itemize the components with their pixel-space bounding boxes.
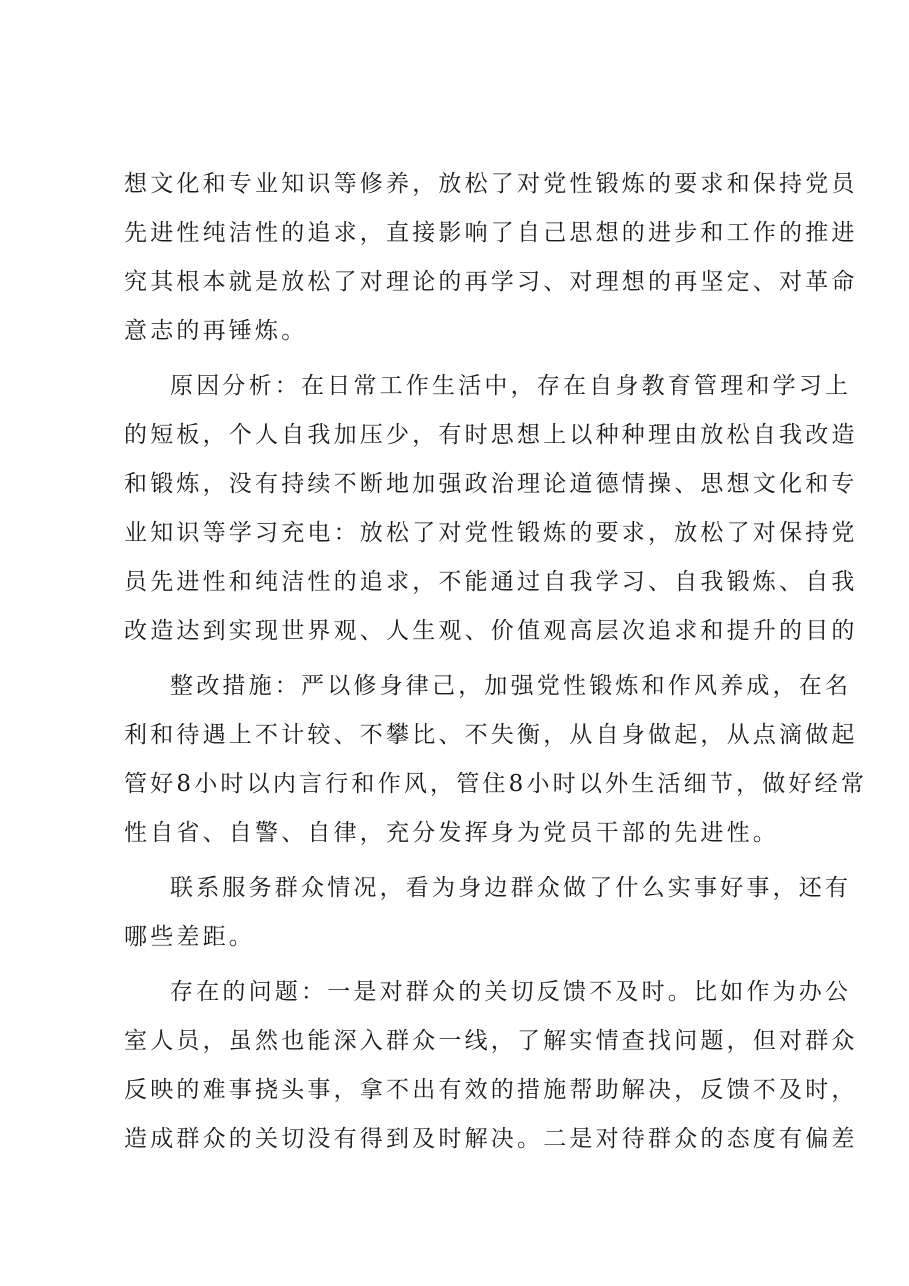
paragraph-2-line-6: 改造达到实现世界观、人生观、价值观高层次追求和提升的目的 <box>124 618 858 644</box>
paragraph-3-line-3: 管好8小时以内言行和作风，管住8小时以外生活细节，做好经常 <box>124 771 868 797</box>
paragraph-2-line-1: 原因分析：在日常工作生活中，存在自身教育管理和学习上 <box>170 373 852 399</box>
paragraph-4-line-1: 联系服务群众情况，看为身边群众做了什么实事好事，还有 <box>170 875 852 901</box>
paragraph-1-line-3: 究其根本就是放松了对理论的再学习、对理想的再坚定、对革命 <box>124 269 858 295</box>
paragraph-2-line-4: 业知识等学习充电：放松了对党性锻炼的要求，放松了对保持党 <box>124 520 858 546</box>
paragraph-2-line-5: 员先进性和纯洁性的追求，不能通过自我学习、自我锻炼、自我 <box>124 569 858 595</box>
paragraph-3-line-1: 整改措施：严以修身律己，加强党性锻炼和作风养成，在名 <box>170 673 852 699</box>
paragraph-5-line-4: 造成群众的关切没有得到及时解决。二是对待群众的态度有偏差 <box>124 1126 858 1152</box>
paragraph-5-line-2: 室人员，虽然也能深入群众一线，了解实情查找问题，但对群众 <box>124 1028 858 1054</box>
paragraph-1-line-1: 想文化和专业知识等修养，放松了对党性锻炼的要求和保持党员 <box>124 171 858 197</box>
paragraph-2-line-3: 和锻炼，没有持续不断地加强政治理论道德情操、思想文化和专 <box>124 471 858 497</box>
paragraph-5-line-3: 反映的难事挠头事，拿不出有效的措施帮助解决，反馈不及时， <box>124 1077 858 1103</box>
paragraph-2-line-2: 的短板，个人自我加压少，有时思想上以种种理由放松自我改造 <box>124 422 858 448</box>
document-body <box>124 160 868 1164</box>
paragraph-1-line-2: 先进性纯洁性的追求，直接影响了自己思想的进步和工作的推进 <box>124 220 858 246</box>
paragraph-4-line-2: 哪些差距。 <box>124 924 255 950</box>
paragraph-1-line-4: 意志的再锤炼。 <box>124 318 308 344</box>
paragraph-3-line-2: 利和待遇上不计较、不攀比、不失衡，从自身做起，从点滴做起 <box>124 722 858 748</box>
paragraph-5-line-1: 存在的问题：一是对群众的关切反馈不及时。比如作为办公 <box>170 979 852 1005</box>
paragraph-3-line-4: 性自省、自警、自律，充分发挥身为党员干部的先进性。 <box>124 820 779 846</box>
